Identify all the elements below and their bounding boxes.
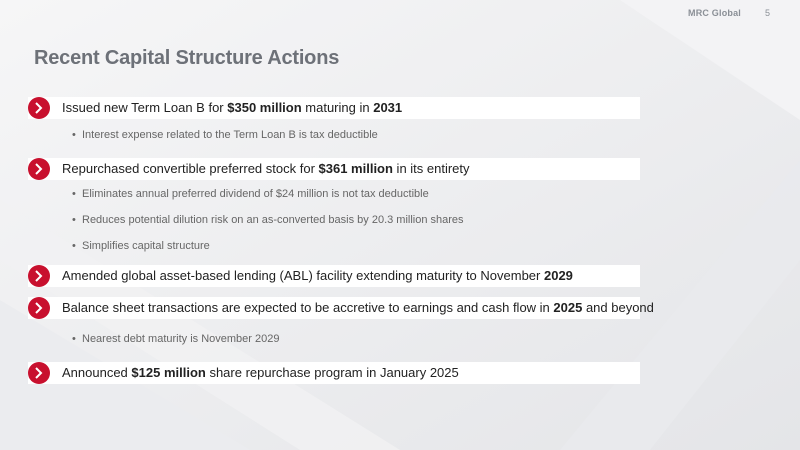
sub-bullet: • Simplifies capital structure [82, 240, 210, 252]
slide-title: Recent Capital Structure Actions [34, 47, 340, 69]
chevron-right-icon [28, 297, 50, 319]
page-number: 5 [765, 8, 771, 18]
action-item [28, 297, 654, 319]
action-text: Issued new Term Loan B for $350 million maturing in 2031 [62, 100, 403, 115]
sub-bullet: • Reduces potential dilution risk on an as-converted basis by 20.3 million shares [82, 214, 464, 226]
sub-bullet: • Nearest debt maturity is November 2029 [82, 333, 279, 345]
action-item [28, 265, 640, 287]
sub-bullet: • Interest expense related to the Term Loan B is tax deductible [82, 129, 378, 141]
action-item [28, 97, 640, 119]
action-item [28, 158, 640, 180]
action-text: Amended global asset-based lending (ABL) facility extending maturity to November 2029 [62, 268, 573, 283]
action-item [28, 362, 640, 384]
chevron-right-icon [28, 265, 50, 287]
chevron-right-icon [28, 362, 50, 384]
action-text: Announced $125 million share repurchase program in January 2025 [62, 365, 459, 380]
action-text: Balance sheet transactions are expected to be accretive to earnings and cash flow in 2025 and beyond [62, 300, 654, 315]
chevron-right-icon [28, 158, 50, 180]
action-text: Repurchased convertible preferred stock for $361 million in its entirety [62, 161, 470, 176]
sub-bullet: • Eliminates annual preferred dividend of $24 million is not tax deductible [82, 188, 429, 200]
company-logo: MRC Global [688, 8, 741, 18]
chevron-right-icon [28, 97, 50, 119]
